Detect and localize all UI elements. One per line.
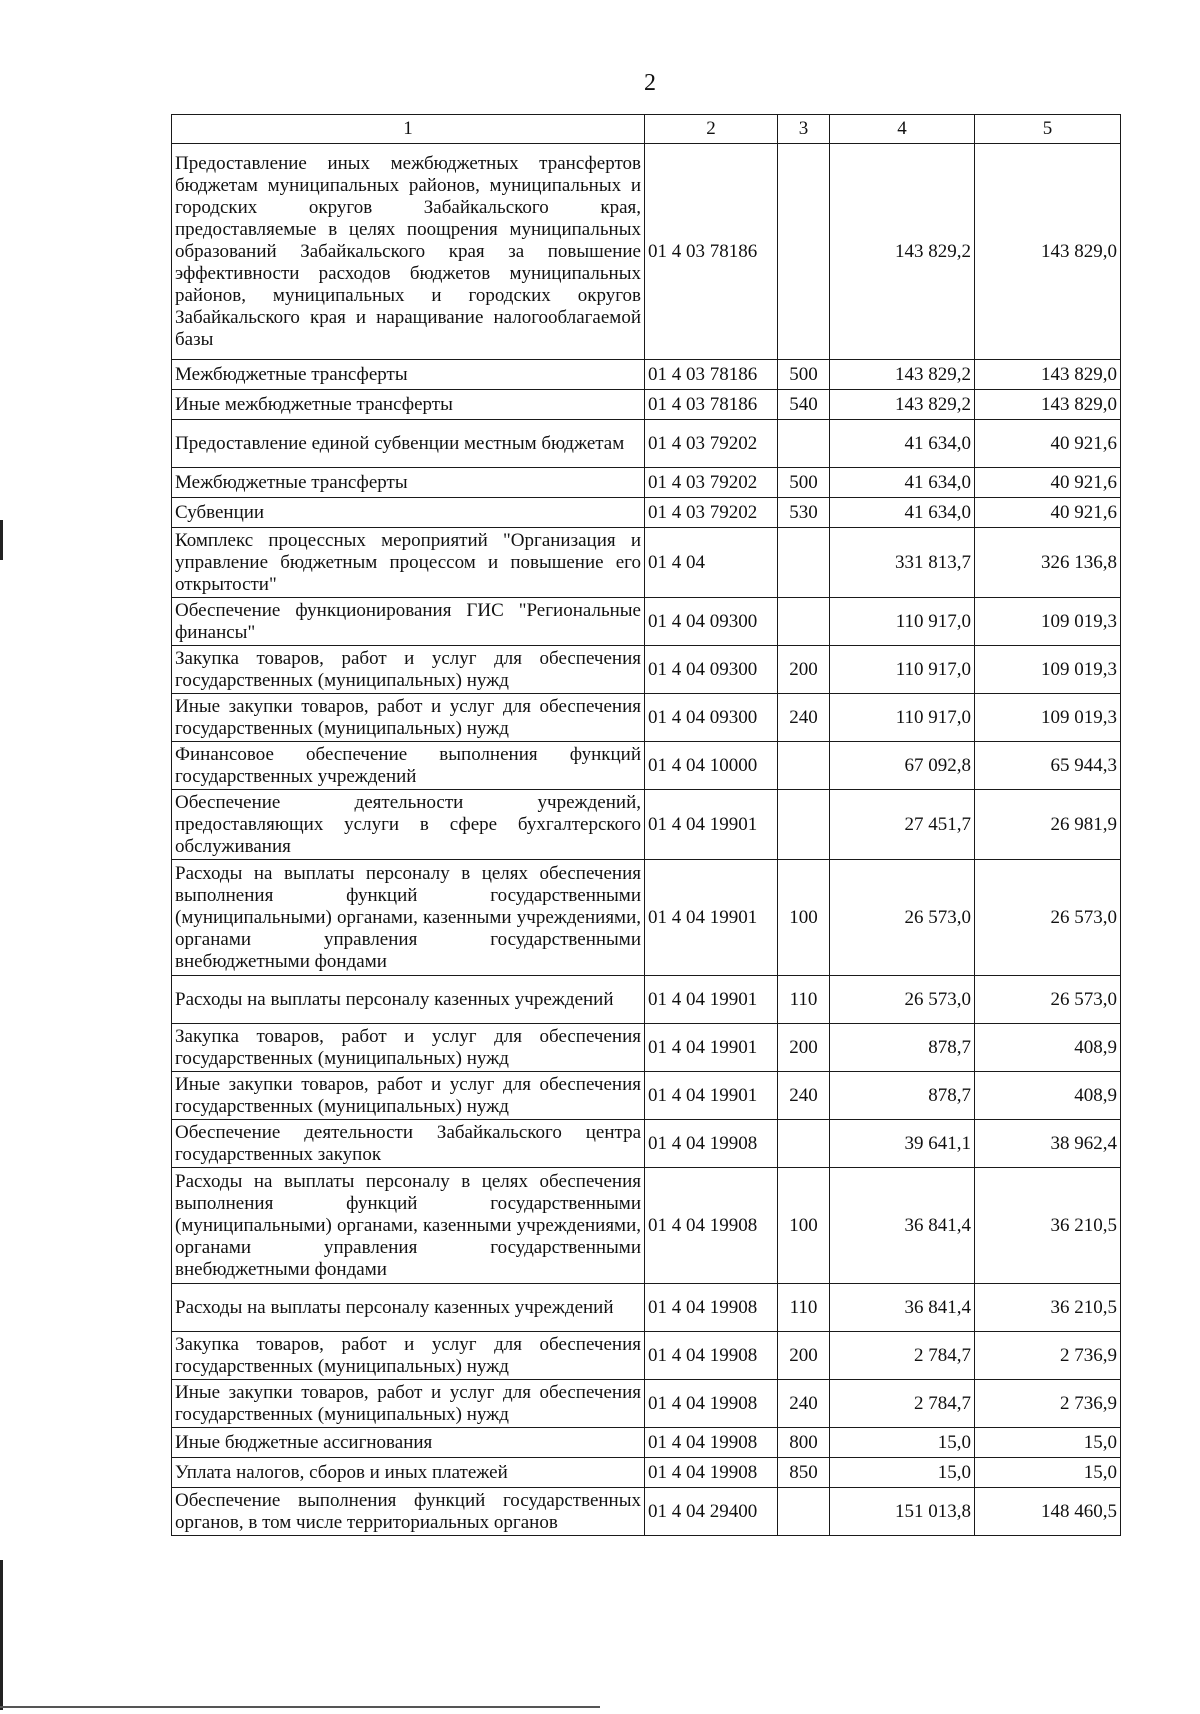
- row-kind: 200: [778, 1024, 830, 1072]
- row-value-5: 40 921,6: [975, 420, 1121, 468]
- row-kind: 500: [778, 360, 830, 390]
- row-name: Обеспечение функционирования ГИС "Региональные финансы": [172, 598, 645, 646]
- row-code: 01 4 04 19901: [645, 860, 778, 976]
- row-code: 01 4 04 09300: [645, 646, 778, 694]
- row-code: 01 4 03 78186: [645, 360, 778, 390]
- table-row: [172, 1428, 1121, 1458]
- header-col-3: 3: [778, 115, 830, 144]
- row-name: Уплата налогов, сборов и иных платежей: [172, 1458, 645, 1488]
- row-value-5: 26 981,9: [975, 790, 1121, 860]
- table-row: [172, 1024, 1121, 1072]
- row-name: Расходы на выплаты персоналу в целях обеспечения выполнения функций государственными (муниципальными) органами, казенными учреждениями, органами управления государственными внебюджетными фондами: [172, 860, 645, 976]
- row-code: 01 4 04: [645, 528, 778, 598]
- row-kind: 110: [778, 976, 830, 1024]
- row-kind: 100: [778, 1168, 830, 1284]
- table-row: [172, 1168, 1121, 1284]
- table-row: [172, 1120, 1121, 1168]
- table-row: [172, 360, 1121, 390]
- row-kind: 240: [778, 1380, 830, 1428]
- row-kind: 530: [778, 498, 830, 528]
- row-kind: [778, 742, 830, 790]
- scan-edge-mark: [0, 520, 3, 560]
- table-row: [172, 1284, 1121, 1332]
- row-name: Предоставление иных межбюджетных трансфертов бюджетам муниципальных районов, муниципальных и городских округов Забайкальского края, предоставляемые в целях поощрения муниципальных образований Забайкальского края за повышение эффективности расходов бюджетов муниципальных районов, муниципальных и городских округов Забайкальского края и наращивание налогооблагаемой базы: [172, 144, 645, 360]
- row-kind: [778, 598, 830, 646]
- row-name: Субвенции: [172, 498, 645, 528]
- row-value-5: 143 829,0: [975, 360, 1121, 390]
- row-value-4: 27 451,7: [830, 790, 975, 860]
- row-value-4: 39 641,1: [830, 1120, 975, 1168]
- scan-edge-mark: [0, 1560, 3, 1710]
- table-row: [172, 1458, 1121, 1488]
- row-code: 01 4 04 19908: [645, 1120, 778, 1168]
- row-value-5: 40 921,6: [975, 468, 1121, 498]
- row-code: 01 4 04 19901: [645, 1024, 778, 1072]
- row-name: Иные закупки товаров, работ и услуг для обеспечения государственных (муниципальных) нужд: [172, 694, 645, 742]
- header-row: [172, 115, 1121, 144]
- table-row: [172, 390, 1121, 420]
- budget-table: [171, 114, 1121, 1536]
- table-row: [172, 598, 1121, 646]
- row-value-4: 143 829,2: [830, 360, 975, 390]
- row-value-4: 878,7: [830, 1072, 975, 1120]
- row-name: Расходы на выплаты персоналу казенных учреждений: [172, 1284, 645, 1332]
- table-row: [172, 860, 1121, 976]
- row-value-4: 143 829,2: [830, 144, 975, 360]
- row-value-4: 26 573,0: [830, 860, 975, 976]
- row-value-4: 2 784,7: [830, 1332, 975, 1380]
- table-row: [172, 646, 1121, 694]
- row-value-4: 67 092,8: [830, 742, 975, 790]
- row-value-4: 41 634,0: [830, 468, 975, 498]
- row-name: Предоставление единой субвенции местным бюджетам: [172, 420, 645, 468]
- table-row: [172, 420, 1121, 468]
- row-value-5: 65 944,3: [975, 742, 1121, 790]
- row-value-4: 331 813,7: [830, 528, 975, 598]
- row-value-4: 15,0: [830, 1458, 975, 1488]
- row-value-5: 38 962,4: [975, 1120, 1121, 1168]
- table-row: [172, 976, 1121, 1024]
- row-code: 01 4 04 09300: [645, 598, 778, 646]
- row-value-5: 408,9: [975, 1024, 1121, 1072]
- row-value-5: 26 573,0: [975, 860, 1121, 976]
- row-kind: 500: [778, 468, 830, 498]
- row-value-5: 326 136,8: [975, 528, 1121, 598]
- row-value-4: 878,7: [830, 1024, 975, 1072]
- row-kind: [778, 144, 830, 360]
- row-value-5: 143 829,0: [975, 144, 1121, 360]
- row-kind: 240: [778, 1072, 830, 1120]
- row-value-5: 408,9: [975, 1072, 1121, 1120]
- row-code: 01 4 04 29400: [645, 1488, 778, 1536]
- row-value-4: 151 013,8: [830, 1488, 975, 1536]
- row-kind: 800: [778, 1428, 830, 1458]
- row-value-4: 110 917,0: [830, 694, 975, 742]
- table-row: [172, 468, 1121, 498]
- row-code: 01 4 03 79202: [645, 498, 778, 528]
- row-kind: [778, 790, 830, 860]
- row-value-5: 109 019,3: [975, 694, 1121, 742]
- row-code: 01 4 03 78186: [645, 390, 778, 420]
- row-value-5: 15,0: [975, 1458, 1121, 1488]
- row-name: Комплекс процессных мероприятий "Организация и управление бюджетным процессом и повышение его открытости": [172, 528, 645, 598]
- table-row: [172, 1072, 1121, 1120]
- row-name: Финансовое обеспечение выполнения функций государственных учреждений: [172, 742, 645, 790]
- row-kind: 100: [778, 860, 830, 976]
- row-code: 01 4 03 79202: [645, 468, 778, 498]
- row-value-5: 15,0: [975, 1428, 1121, 1458]
- row-value-4: 36 841,4: [830, 1168, 975, 1284]
- header-col-2: 2: [645, 115, 778, 144]
- header-col-1: 1: [172, 115, 645, 144]
- row-name: Иные закупки товаров, работ и услуг для обеспечения государственных (муниципальных) нужд: [172, 1380, 645, 1428]
- row-value-5: 148 460,5: [975, 1488, 1121, 1536]
- row-value-5: 26 573,0: [975, 976, 1121, 1024]
- row-name: Межбюджетные трансферты: [172, 360, 645, 390]
- table-row: [172, 1488, 1121, 1536]
- row-code: 01 4 04 19901: [645, 976, 778, 1024]
- row-value-5: 2 736,9: [975, 1332, 1121, 1380]
- table-row: [172, 790, 1121, 860]
- row-name: Закупка товаров, работ и услуг для обеспечения государственных (муниципальных) нужд: [172, 646, 645, 694]
- row-value-5: 36 210,5: [975, 1284, 1121, 1332]
- row-value-5: 2 736,9: [975, 1380, 1121, 1428]
- row-name: Расходы на выплаты персоналу казенных учреждений: [172, 976, 645, 1024]
- row-name: Закупка товаров, работ и услуг для обеспечения государственных (муниципальных) нужд: [172, 1332, 645, 1380]
- row-name: Обеспечение деятельности учреждений, предоставляющих услуги в сфере бухгалтерского обслуживания: [172, 790, 645, 860]
- row-code: 01 4 04 19908: [645, 1284, 778, 1332]
- scan-bottom-rule: [0, 1706, 600, 1708]
- table-row: [172, 694, 1121, 742]
- row-kind: 200: [778, 646, 830, 694]
- row-kind: [778, 420, 830, 468]
- row-value-4: 26 573,0: [830, 976, 975, 1024]
- table-row: [172, 1380, 1121, 1428]
- table-row: [172, 742, 1121, 790]
- row-value-4: 36 841,4: [830, 1284, 975, 1332]
- table-row: [172, 1332, 1121, 1380]
- table-row: [172, 144, 1121, 360]
- row-kind: [778, 1488, 830, 1536]
- row-kind: 850: [778, 1458, 830, 1488]
- table-row: [172, 528, 1121, 598]
- table-row: [172, 498, 1121, 528]
- row-kind: [778, 1120, 830, 1168]
- row-kind: 240: [778, 694, 830, 742]
- row-value-5: 36 210,5: [975, 1168, 1121, 1284]
- row-code: 01 4 04 19908: [645, 1332, 778, 1380]
- row-name: Расходы на выплаты персоналу в целях обеспечения выполнения функций государственными (муниципальными) органами, казенными учреждениями, органами управления государственными внебюджетными фондами: [172, 1168, 645, 1284]
- row-value-4: 41 634,0: [830, 420, 975, 468]
- row-code: 01 4 04 19901: [645, 790, 778, 860]
- row-name: Обеспечение выполнения функций государственных органов, в том числе территориальных органов: [172, 1488, 645, 1536]
- row-name: Межбюджетные трансферты: [172, 468, 645, 498]
- row-code: 01 4 04 19908: [645, 1380, 778, 1428]
- header-col-5: 5: [975, 115, 1121, 144]
- row-value-4: 15,0: [830, 1428, 975, 1458]
- row-value-4: 143 829,2: [830, 390, 975, 420]
- row-value-4: 110 917,0: [830, 598, 975, 646]
- row-code: 01 4 03 78186: [645, 144, 778, 360]
- row-value-4: 41 634,0: [830, 498, 975, 528]
- page-number: 2: [644, 70, 656, 96]
- row-value-5: 109 019,3: [975, 646, 1121, 694]
- row-value-5: 143 829,0: [975, 390, 1121, 420]
- row-code: 01 4 04 10000: [645, 742, 778, 790]
- row-code: 01 4 03 79202: [645, 420, 778, 468]
- row-name: Иные межбюджетные трансферты: [172, 390, 645, 420]
- row-code: 01 4 04 19908: [645, 1428, 778, 1458]
- row-code: 01 4 04 19908: [645, 1168, 778, 1284]
- row-code: 01 4 04 19901: [645, 1072, 778, 1120]
- row-code: 01 4 04 19908: [645, 1458, 778, 1488]
- row-name: Закупка товаров, работ и услуг для обеспечения государственных (муниципальных) нужд: [172, 1024, 645, 1072]
- row-value-4: 2 784,7: [830, 1380, 975, 1428]
- row-code: 01 4 04 09300: [645, 694, 778, 742]
- row-name: Иные бюджетные ассигнования: [172, 1428, 645, 1458]
- row-value-5: 40 921,6: [975, 498, 1121, 528]
- row-kind: 540: [778, 390, 830, 420]
- row-name: Обеспечение деятельности Забайкальского центра государственных закупок: [172, 1120, 645, 1168]
- row-value-4: 110 917,0: [830, 646, 975, 694]
- row-name: Иные закупки товаров, работ и услуг для обеспечения государственных (муниципальных) нужд: [172, 1072, 645, 1120]
- row-kind: 200: [778, 1332, 830, 1380]
- row-kind: [778, 528, 830, 598]
- row-value-5: 109 019,3: [975, 598, 1121, 646]
- header-col-4: 4: [830, 115, 975, 144]
- row-kind: 110: [778, 1284, 830, 1332]
